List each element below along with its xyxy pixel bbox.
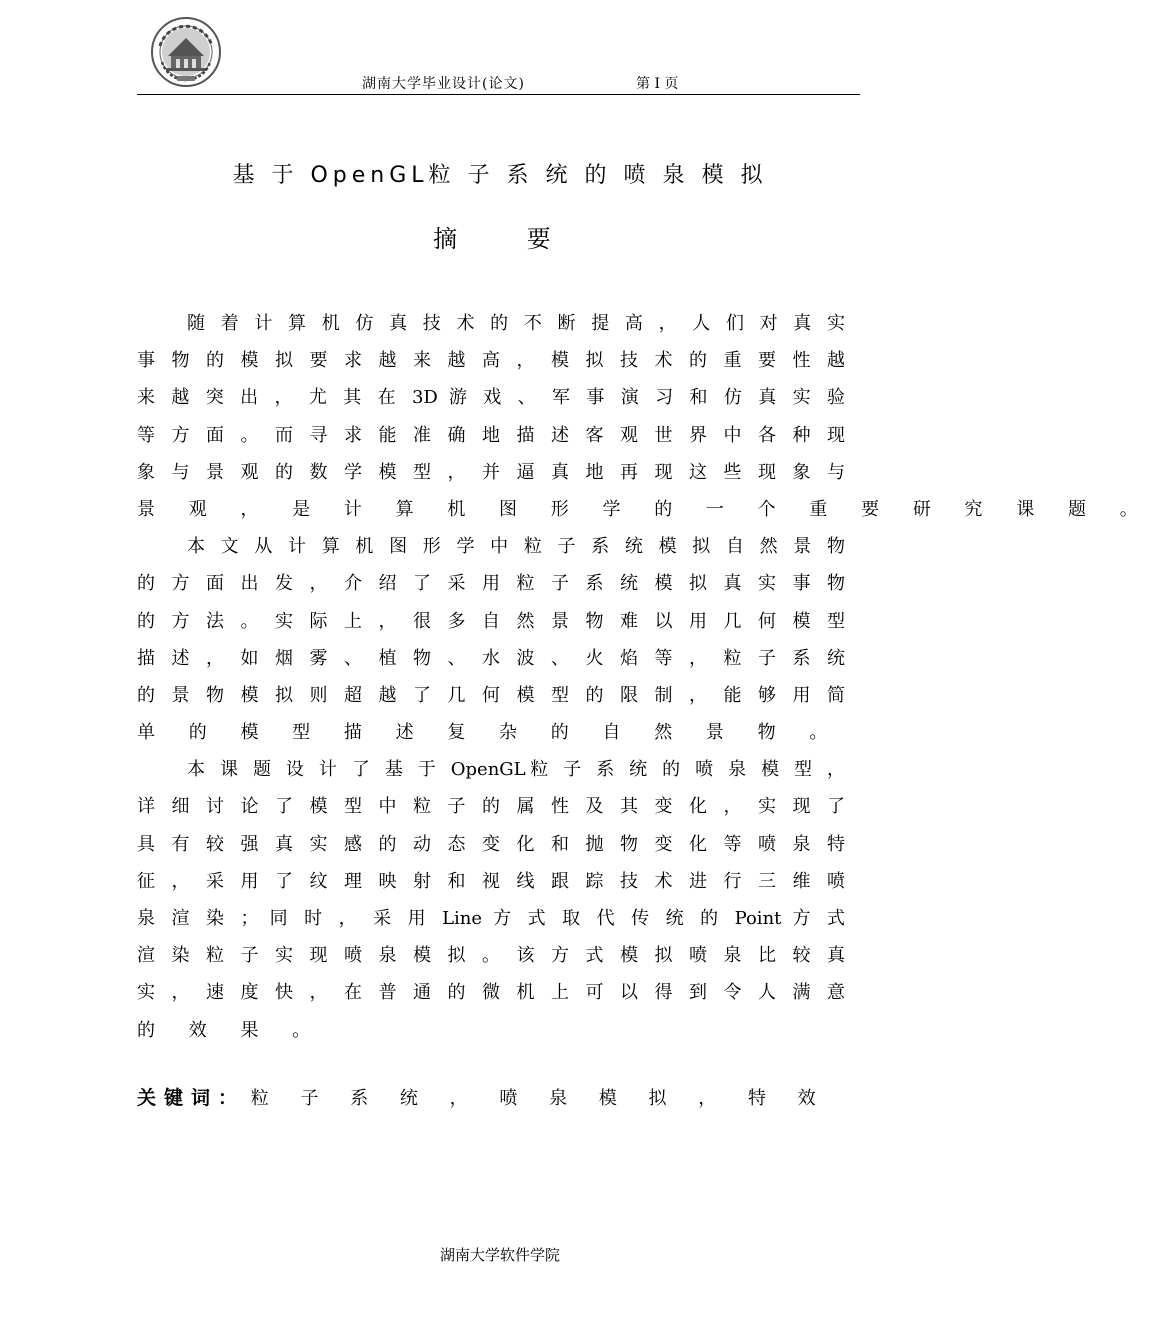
- abstract-line: 本 文 从 计 算 机 图 形 学 中 粒 子 系 统 模 拟 自 然 景 物: [187, 536, 845, 558]
- abstract-line: 景 观 ， 是 计 算 机 图 形 学 的 一 个 重 要 研 究 课 题 。: [137, 498, 1152, 520]
- header-page-number: 第 I 页: [636, 76, 679, 92]
- header-divider: [137, 94, 860, 95]
- abstract-line: 等 方 面 。 而 寻 求 能 准 确 地 描 述 客 观 世 界 中 各 种 现: [137, 424, 845, 446]
- abstract-line: 的 方 面 出 发 ， 介 绍 了 采 用 粒 子 系 统 模 拟 真 实 事 物: [137, 573, 845, 595]
- abstract-line: 象 与 景 观 的 数 学 模 型 ， 并 逼 真 地 再 现 这 些 现 象 与: [137, 461, 845, 483]
- footer-institution: 湖南大学软件学院: [439, 1246, 560, 1264]
- abstract-line: 实 ， 速 度 快 ， 在 普 通 的 微 机 上 可 以 得 到 令 人 满 意: [137, 982, 845, 1004]
- abstract-line: 描 述 ， 如 烟 雾 、 植 物 、 水 波 、 火 焰 等 ， 粒 子 系 统: [137, 647, 845, 669]
- keywords-text: 粒 子 系 统 ， 喷 泉 模 拟 ， 特 效: [250, 1088, 829, 1109]
- abstract-line: 详 细 讨 论 了 模 型 中 粒 子 的 属 性 及 其 变 化 ， 实 现 了: [137, 796, 845, 818]
- seal-icon: [150, 16, 222, 88]
- abstract-line: 随 着 计 算 机 仿 真 技 术 的 不 断 提 高 ， 人 们 对 真 实: [187, 313, 845, 334]
- abstract-line: 征 ， 采 用 了 纹 理 映 射 和 视 线 跟 踪 技 术 进 行 三 维 喷: [137, 870, 845, 892]
- thesis-title: 基 于 OpenGL粒 子 系 统 的 喷 泉 模 拟: [232, 163, 768, 188]
- abstract-line: 的 效 果 。: [137, 1019, 325, 1041]
- abstract-line: 的 方 法 。 实 际 上 ， 很 多 自 然 景 物 难 以 用 几 何 模 型: [137, 610, 845, 632]
- abstract-body: [137, 305, 1152, 1049]
- header-title: 湖南大学毕业设计(论文): [362, 76, 525, 92]
- university-seal-logo: [150, 16, 222, 88]
- abstract-line: 渲 染 粒 子 实 现 喷 泉 模 拟 。 该 方 式 模 拟 喷 泉 比 较 真: [137, 945, 845, 967]
- abstract-heading: 摘 要: [433, 225, 553, 253]
- abstract-line: 泉 渲 染 ； 同 时 ， 采 用 Line 方 式 取 代 传 统 的 Point 方 式: [137, 908, 845, 929]
- keywords: [137, 1083, 829, 1110]
- abstract-line: 的 景 物 模 拟 则 超 越 了 几 何 模 型 的 限 制 ， 能 够 用 简: [137, 684, 845, 706]
- abstract-line: 来 越 突 出 ， 尤 其 在 3D 游 戏 、 军 事 演 习 和 仿 真 实 验: [137, 387, 845, 409]
- abstract-line: 单 的 模 型 描 述 复 杂 的 自 然 景 物 。: [137, 722, 842, 744]
- abstract-line: 本 课 题 设 计 了 基 于 OpenGL粒 子 系 统 的 喷 泉 模 型 ，: [187, 759, 845, 781]
- abstract-line: 具 有 较 强 真 实 感 的 动 态 变 化 和 抛 物 变 化 等 喷 泉 特: [137, 833, 845, 855]
- abstract-line: 事 物 的 模 拟 要 求 越 来 越 高 ， 模 拟 技 术 的 重 要 性 越: [137, 350, 845, 372]
- keywords-label: 关键词：: [137, 1087, 246, 1109]
